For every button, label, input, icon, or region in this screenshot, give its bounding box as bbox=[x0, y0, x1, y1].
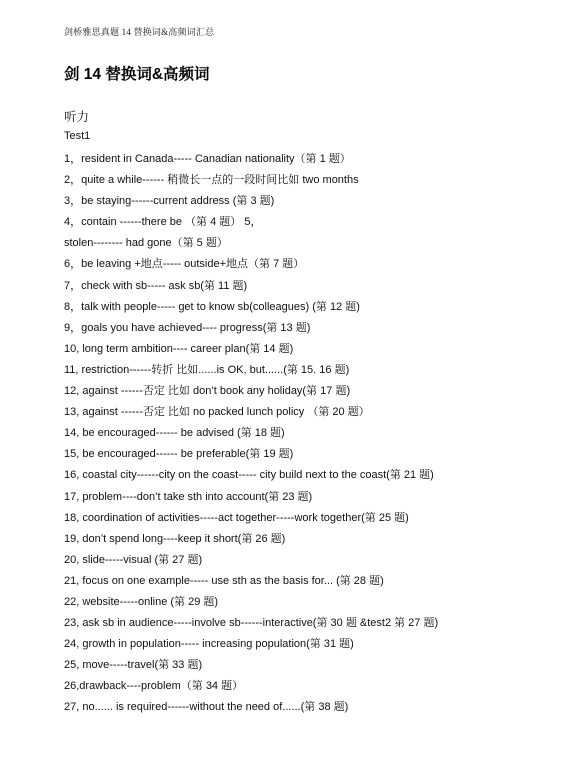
vocabulary-list bbox=[64, 149, 544, 719]
test-label: Test1 bbox=[64, 130, 91, 142]
list-item: 13, against ------否定 比如 no packed lunch policy （第 20 题） bbox=[64, 406, 370, 419]
list-item: 9，goals you have achieved---- progress(第 13 题) bbox=[64, 321, 311, 334]
list-item: 14, be encouraged------ be advised (第 18 题) bbox=[64, 427, 285, 440]
list-item: 25, move-----travel(第 33 题) bbox=[64, 659, 203, 672]
list-item: 15, be encouraged------ be preferable(第 19 题) bbox=[64, 448, 294, 461]
list-item: 17, problem----don’t take sth into account(第 23 题) bbox=[64, 490, 313, 503]
list-item: stolen-------- had gone（第 5 题） bbox=[64, 237, 228, 250]
list-item: 4，contain ------there be （第 4 题） 5， bbox=[64, 216, 262, 229]
list-item: 11, restriction------转折 比如......is OK, but......(第 15. 16 题) bbox=[64, 363, 350, 376]
list-item: 23, ask sb in audience-----involve sb------interactive(第 30 题 &test2 第 27 题) bbox=[64, 617, 439, 630]
list-item: 20, slide-----visual (第 27 题) bbox=[64, 553, 203, 566]
list-item: 3，be staying------current address (第 3 题) bbox=[64, 195, 275, 208]
list-item: 2，quite a while------ 稍微长一点的一段时间比如 two months bbox=[64, 174, 359, 187]
list-item: 21, focus on one example----- use sth as the basis for... (第 28 题) bbox=[64, 574, 384, 587]
list-item: 16, coastal city------city on the coast----- city build next to the coast(第 21 题) bbox=[64, 469, 434, 482]
list-item: 24, growth in population----- increasing population(第 31 题) bbox=[64, 638, 354, 651]
list-item: 10, long term ambition---- career plan(第 14 题) bbox=[64, 342, 294, 355]
list-item: 6，be leaving +地点----- outside+地点（第 7 题） bbox=[64, 258, 305, 271]
list-item: 26,drawback----problem（第 34 题） bbox=[64, 680, 244, 693]
running-header: 剑桥雅思真题 14 替换词&高频词汇总 bbox=[64, 27, 215, 37]
list-item: 18, coordination of activities-----act together-----work together(第 25 题) bbox=[64, 511, 409, 524]
list-item: 8，talk with people----- get to know sb(colleagues) (第 12 题) bbox=[64, 300, 360, 313]
list-item: 19, don’t spend long----keep it short(第 26 题) bbox=[64, 532, 286, 545]
list-item: 1，resident in Canada----- Canadian nationality（第 1 题） bbox=[64, 153, 351, 165]
section-heading-listening: 听力 bbox=[64, 110, 90, 124]
list-item: 12, against ------否定 比如 don’t book any holiday(第 17 题) bbox=[64, 385, 351, 398]
list-item: 27, no...... is required------without the need of......(第 38 题) bbox=[64, 701, 349, 714]
list-item: 7，check with sb----- ask sb(第 11 题) bbox=[64, 279, 248, 292]
document-title: 剑 14 替换词&高频词 bbox=[64, 66, 210, 83]
list-item: 22, website-----online (第 29 题) bbox=[64, 595, 219, 608]
